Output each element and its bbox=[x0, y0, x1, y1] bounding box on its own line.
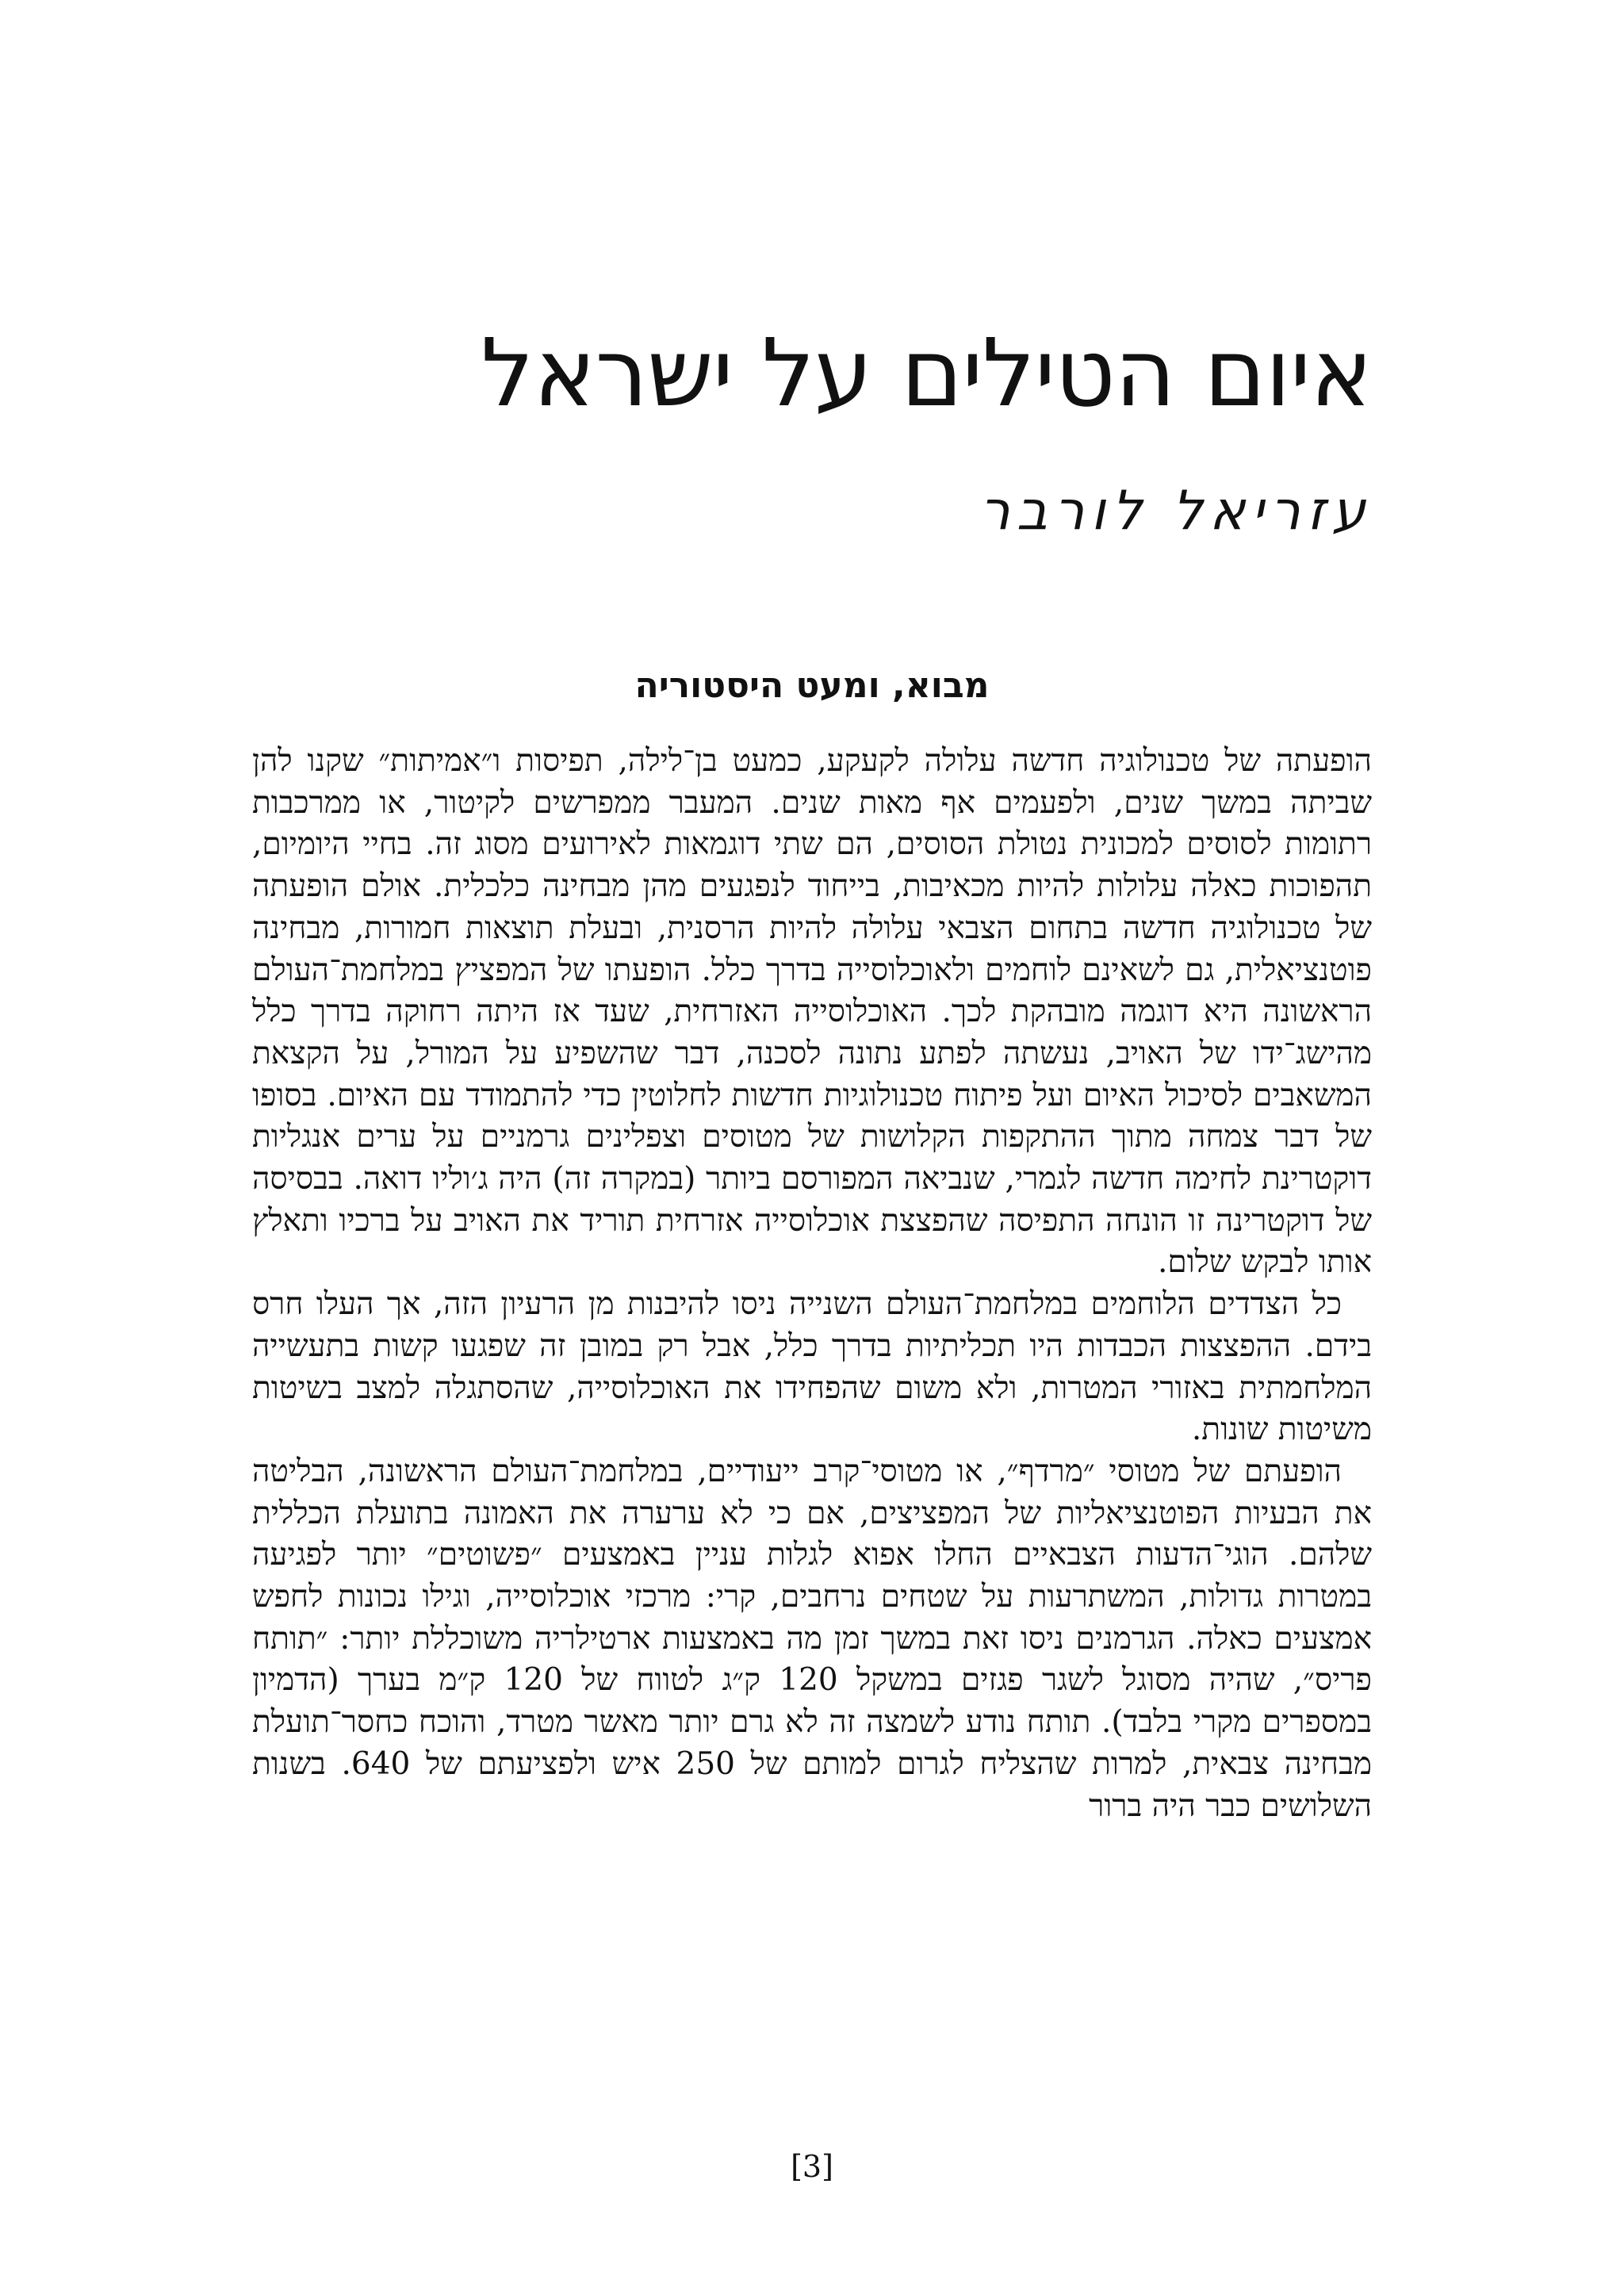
author-name: עזריאל לורבר bbox=[979, 480, 1372, 542]
body-text bbox=[252, 741, 1372, 1827]
paragraph: הופעתם של מטוסי ״מרדף״, או מטוסי־קרב ייעודיים, במלחמת־העולם הראשונה, הבליטה את הבעיות הפוטנציאליות של המפציצים, אם כי לא ערערה את האמונה בתועלת הכללית שלהם. הוגי־הדעות הצבאיים החלו אפוא לגלות עניין באמצעים ״פשוטים״ יותר לפגיעה במטרות גדולות, המשתרעות על שטחים נרחבים, קרי: מרכזי אוכלוסייה, וגילו נכונות לחפש אמצעים כאלה. הגרמנים ניסו זאת במשך זמן מה באמצעות ארטילריה משוכללת יותר: ״תותח פריס״, שהיה מסוגל לשגר פגזים במשקל 120 ק״ג לטווח של 120 ק״מ בערך (הדמיון במספרים מקרי בלבד). תותח נודע לשמצה זה לא גרם יותר מאשר מטרד, והוכח כחסר־תועלת מבחינה צבאית, למרות שהצליח לגרום למותם של 250 איש ולפציעתם של 640. בשנות השלושים כבר היה ברור bbox=[252, 1453, 1372, 1824]
page-number: [3] bbox=[791, 2149, 833, 2184]
section-heading: מבוא, ומעט היסטוריה bbox=[634, 665, 990, 706]
paragraph: הופעתה של טכנולוגיה חדשה עלולה לקעקע, כמעט בן־לילה, תפיסות ו״אמיתות״ שקנו להן שביתה במשך שנים, ולפעמים אף מאות שנים. המעבר ממפרשים לקיטור, או ממרכבות רתומות לסוסים למכונית נטולת הסוסים, הם שתי דוגמאות לאירועים מסוג זה. בחיי היומיום, תהפוכות כאלה עלולות להיות מכאיבות, בייחוד לנפגעים מהן מבחינה כלכלית. אולם הופעתה של טכנולוגיה חדשה בתחום הצבאי עלולה להיות הרסנית, ובעלת תוצאות חמורות, מבחינה פוטנציאלית, גם לשאינם לוחמים ולאוכלוסייה בדרך כלל. הופעתו של המפציץ במלחמת־העולם הראשונה היא דוגמה מובהקת לכך. האוכלוסייה האזרחית, שעד אז היתה רחוקה בדרך כלל מהישג־ידו של האויב, נעשתה לפתע נתונה לסכנה, דבר שהשפיע על המורל, על הקצאת המשאבים לסיכול האיום ועל פיתוח טכנולוגיות חדשות לחלוטין כדי להתמודד עם האיום. בסופו של דבר צמחה מתוך ההתקפות הקלושות של מטוסים וצפלינים גרמניים על ערים אנגליות דוקטרינת לחימה חדשה לגמרי, שנביאה המפורסם ביותר (במקרה זה) היה ג׳וליו דואה. בבסיסה של דוקטרינה זו הונחה התפיסה שהפצצת אוכלוסייה אזרחית תוריד את האויב על ברכיו ותאלץ אותו לבקש שלום. bbox=[252, 743, 1372, 1281]
paragraph: כל הצדדים הלוחמים במלחמת־העולם השנייה ניסו להיבנות מן הרעיון הזה, אך העלו חרס בידם. ההפצצות הכבדות היו תכליתיות בדרך כלל, אבל רק במובן זה שפגעו קשות בתעשייה המלחמתית באזורי המטרות, ולא משום שהפחידו את האוכלוסייה, שהסתגלה למצב בשיטות משיטות שונות. bbox=[252, 1286, 1372, 1448]
chapter-title: איום הטילים על ישראל bbox=[481, 318, 1372, 427]
